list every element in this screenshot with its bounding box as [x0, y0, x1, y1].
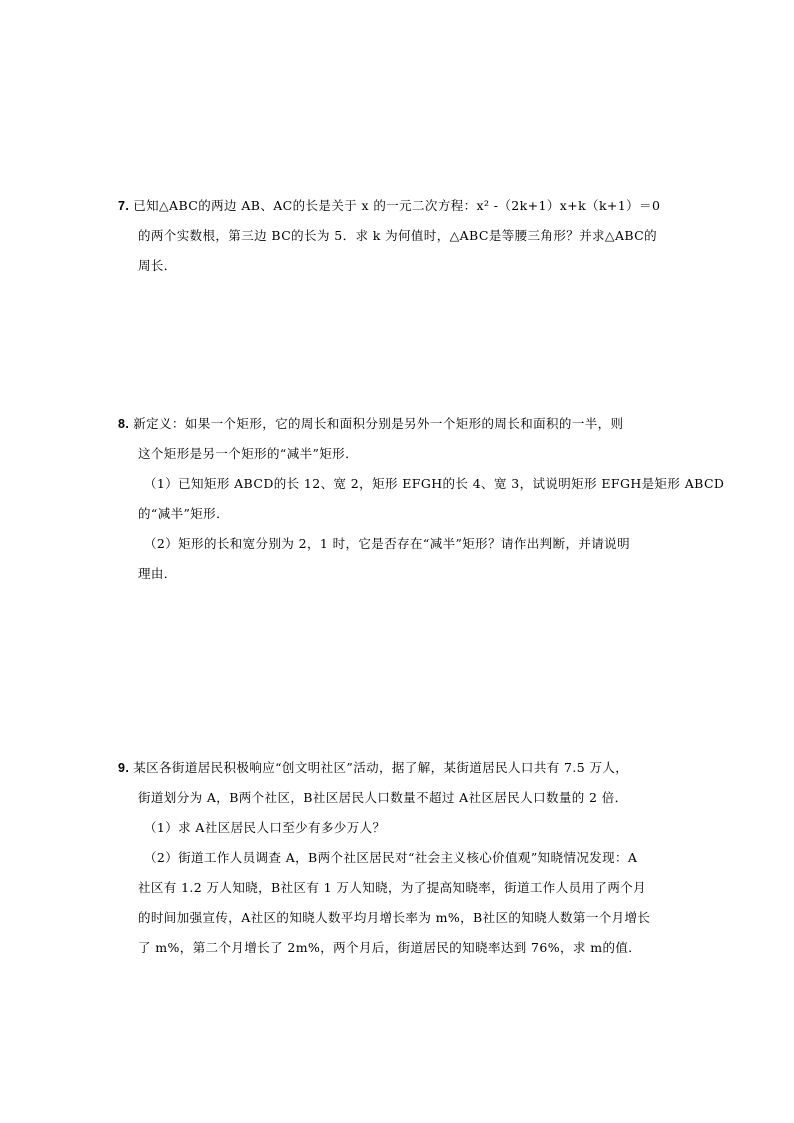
question-7-line-3: 周长．: [138, 258, 177, 273]
question-8-part-2-line-1: （2）矩形的长和宽分别为 2，1 时，它是否存在“减半”矩形？请作出判断，并请说明: [144, 536, 630, 551]
question-9-line-1: 9. 某区各街道居民积极响应“创文明社区”活动，据了解，某街道居民人口共有 7.5 万人，: [118, 760, 629, 775]
question-8-part-1-line-2: 的“减半”矩形．: [138, 506, 229, 521]
question-8-part-2-line-2: 理由．: [138, 566, 177, 581]
question-8-line-1: 8. 新定义：如果一个矩形，它的周长和面积分别是另外一个矩形的周长和面积的一半，则: [118, 416, 624, 431]
question-8-line-2: 这个矩形是另一个矩形的“减半”矩形．: [138, 446, 358, 461]
question-7-line-1: 7. 已知△ABC的两边 AB、AC的长是关于 x 的一元二次方程：x² -（2k+1）x+k（k+1）＝0: [118, 198, 661, 213]
question-8-part-1-line-1: （1）已知矩形 ABCD的长 12、宽 2，矩形 EFGH的长 4、宽 3，试说明矩形 EFGH是矩形 ABCD: [144, 476, 725, 491]
question-9-part-2-line-1: （2）街道工作人员调查 A，B两个社区居民对“社会主义核心价值观”知晓情况发现：A: [144, 850, 638, 865]
question-7: [118, 191, 678, 281]
question-9: [118, 753, 678, 963]
question-7-line-2: 的两个实数根，第三边 BC的长为 5．求 k 为何值时，△ABC是等腰三角形？并求△ABC的: [138, 228, 658, 243]
question-8-number: 8.: [118, 417, 130, 431]
question-9-part-2-line-2: 社区有 1.2 万人知晓，B社区有 1 万人知晓，为了提高知晓率，街道工作人员用了两个月: [138, 880, 647, 895]
question-9-line-2: 街道划分为 A，B两个社区，B社区居民人口数量不超过 A社区居民人口数量的 2 倍．: [138, 790, 628, 805]
question-9-part-2-line-3: 的时间加强宣传，A社区的知晓人数平均月增长率为 m%，B社区的知晓人数第一个月增长: [138, 910, 651, 925]
question-8: [118, 409, 725, 589]
question-9-number: 9.: [118, 761, 130, 775]
question-9-part-1: （1）求 A社区居民人口至少有多少万人？: [144, 820, 386, 835]
question-7-number: 7.: [118, 199, 130, 213]
question-9-part-2-line-4: 了 m%，第二个月增长了 2m%，两个月后，街道居民的知晓率达到 76%，求 m的值．: [138, 940, 642, 955]
